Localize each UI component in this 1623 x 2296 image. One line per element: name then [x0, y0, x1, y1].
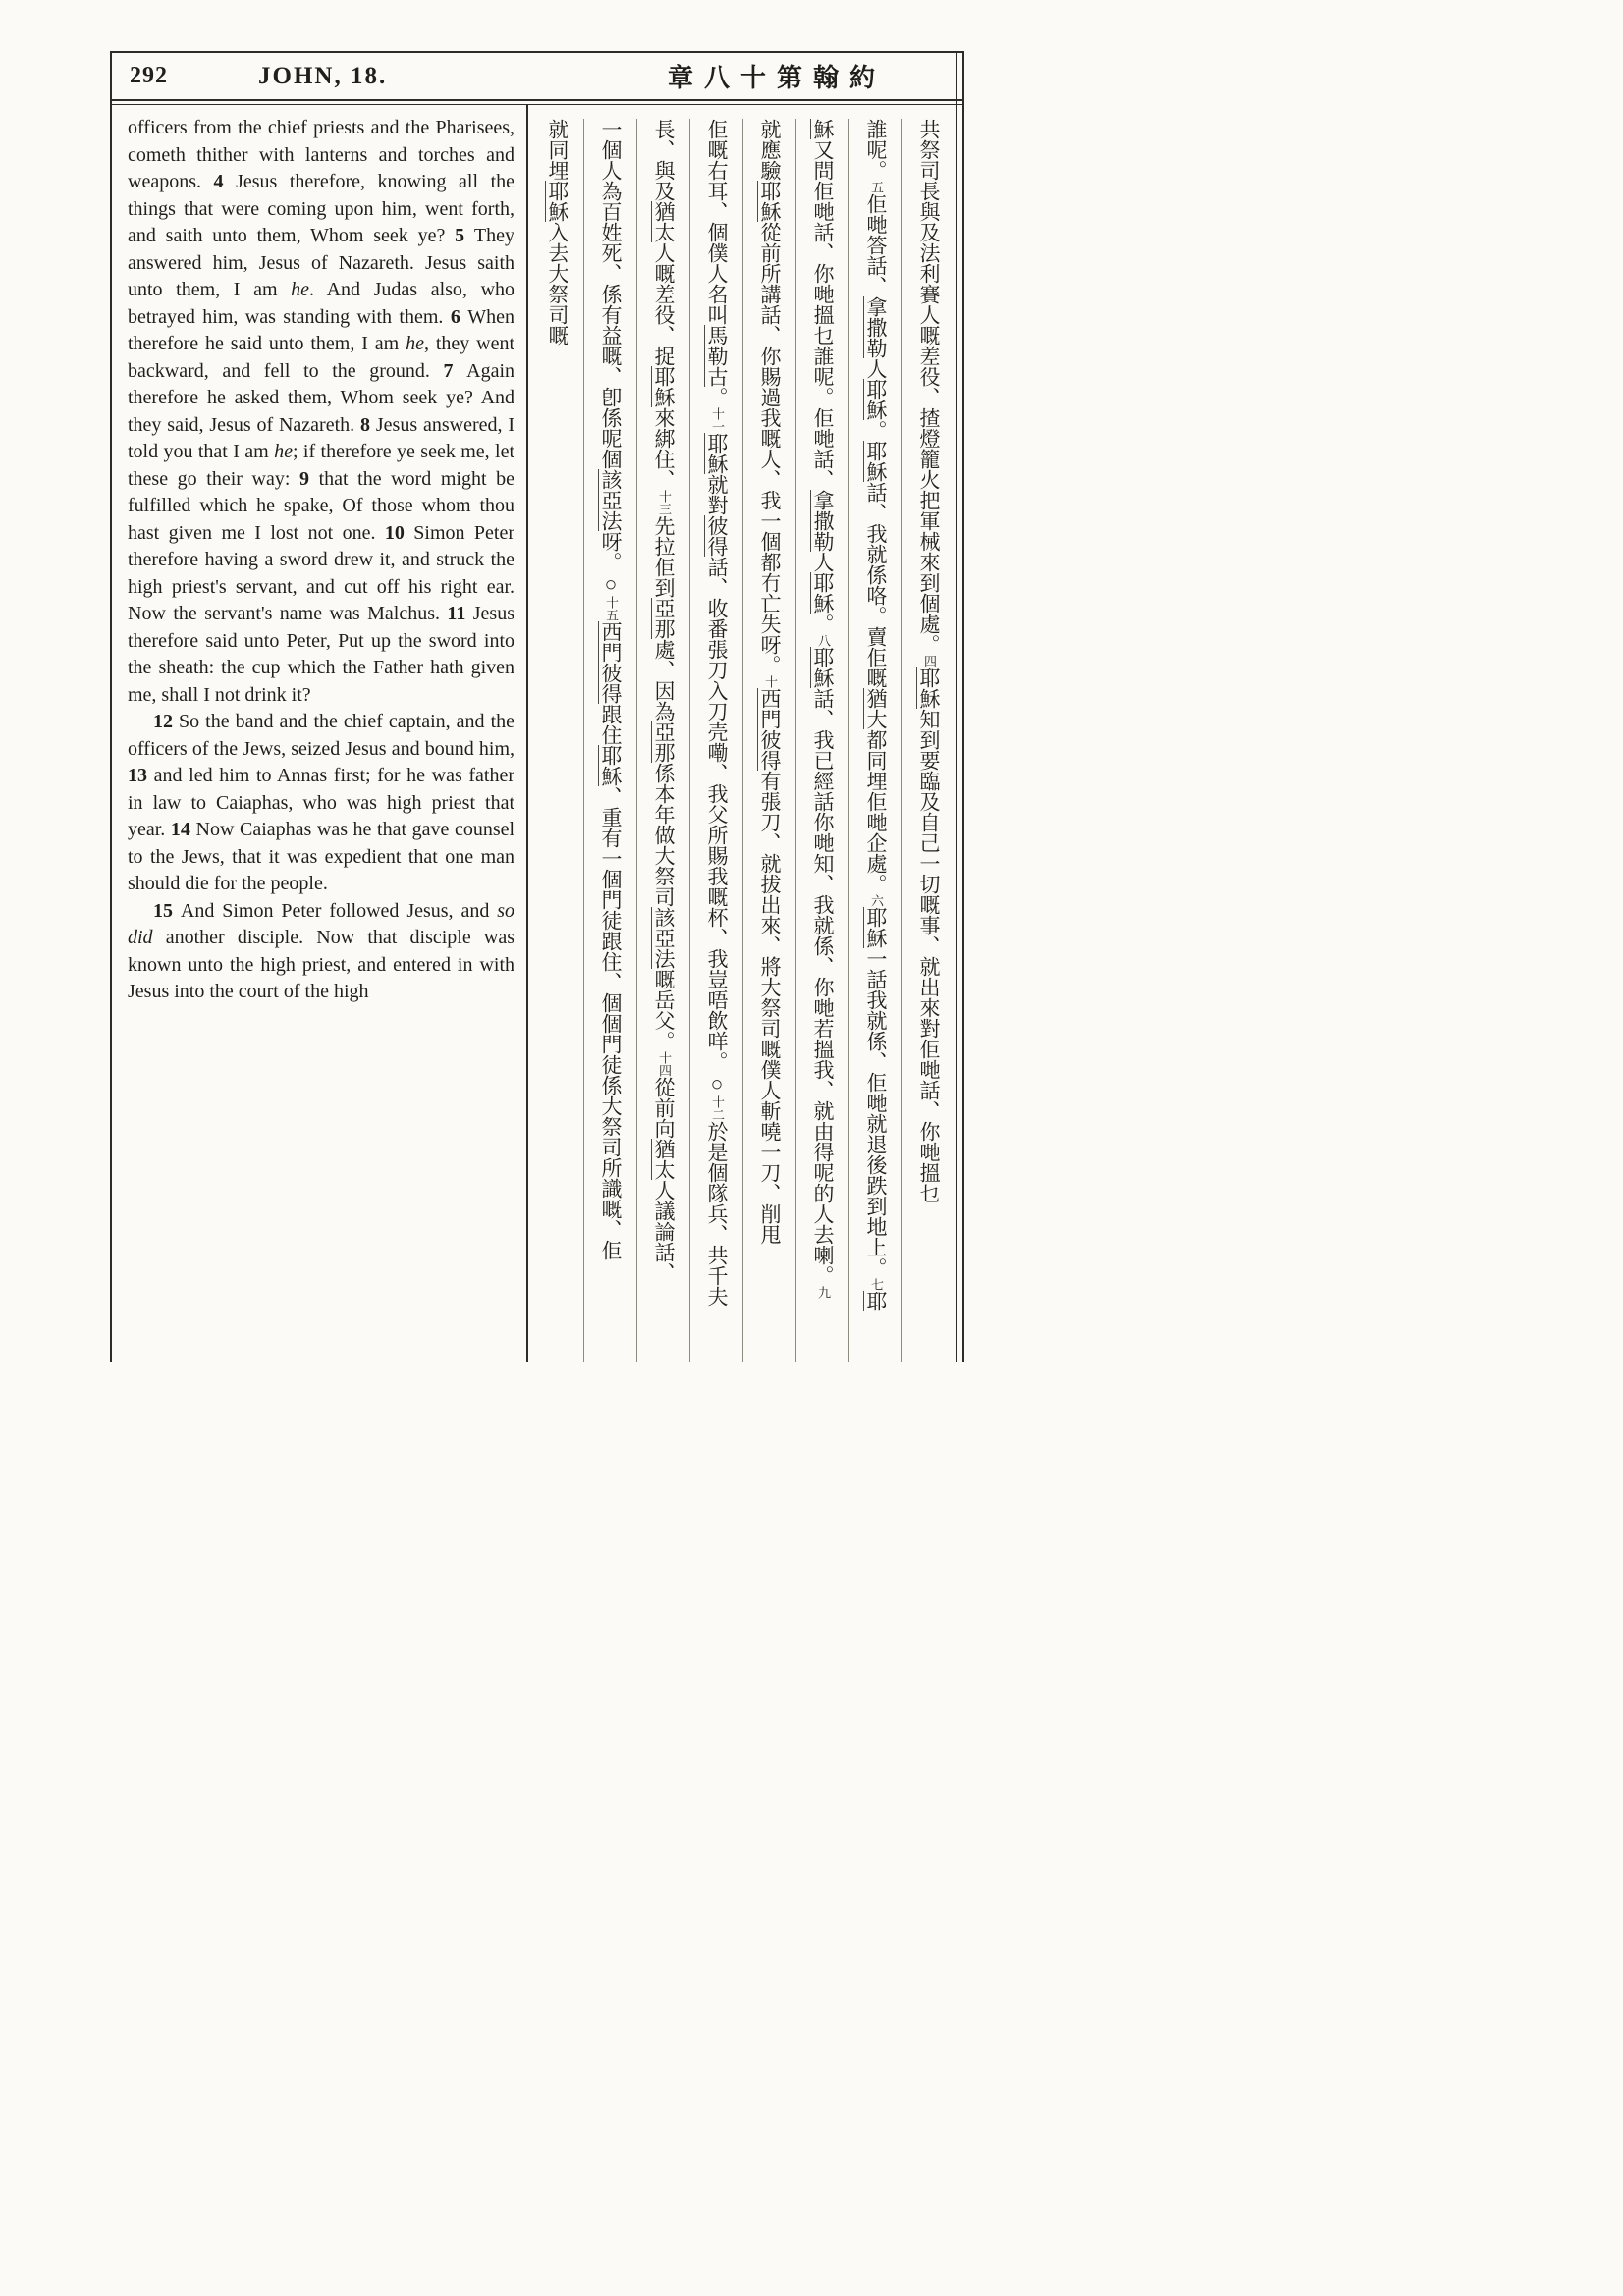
proper-name: 西門彼得: [599, 621, 622, 704]
proper-name: 耶: [864, 1291, 888, 1311]
text-run: and led him to Annas first; for he was father in law to Caiaphas, who was high priest that year.: [128, 765, 515, 840]
chinese-verse-number: 五: [869, 181, 884, 193]
proper-name: 猶太: [652, 201, 676, 242]
verse-number: 11: [447, 603, 473, 624]
text-run: 長、與及: [652, 119, 676, 201]
page-number: 292: [130, 63, 168, 88]
text-run: 處、因為: [652, 639, 676, 721]
text-run: 佢嘅右耳、個僕人名叫: [705, 119, 729, 325]
proper-name: 該亞法: [652, 907, 676, 969]
text-run: 佢哋答話、: [864, 193, 888, 296]
proper-name: 耶穌: [705, 433, 729, 474]
text-run: 。: [864, 420, 888, 441]
chinese-column: [636, 119, 689, 1362]
page-header: [112, 53, 956, 99]
verse-number: 9: [298, 467, 319, 490]
text-run: 人: [811, 552, 835, 572]
text-run: Jesus therefore, knowing all the things that were coming upon him, went forth, and saith unto them, Whom seek ye?: [128, 171, 515, 246]
text-run: And Simon Peter followed Jesus, and: [180, 899, 498, 922]
page-body: [112, 105, 956, 1362]
chinese-column: [583, 119, 636, 1362]
text-run: 呀。○: [599, 531, 622, 596]
proper-name: 拿撒勒: [811, 490, 835, 552]
proper-name: 耶穌: [864, 907, 888, 948]
chinese-verse-number: 七: [869, 1278, 884, 1291]
text-run: . And Judas also, who betrayed him, was standing with them.: [128, 279, 515, 328]
text-run: 先拉佢到: [652, 515, 676, 598]
paragraph: [128, 115, 514, 709]
text-run: 於是個隊兵、共千夫: [705, 1121, 729, 1307]
chinese-verse-number: 十三: [657, 490, 672, 515]
proper-name: 該亞法: [599, 469, 622, 531]
verse-number: 5: [455, 225, 474, 246]
proper-name: 拿撒勒: [864, 296, 888, 358]
verse-number: 6: [450, 305, 468, 328]
chinese-verse-number: 九: [816, 1286, 831, 1299]
text-run: 來綁住、: [652, 407, 676, 490]
verse-number: 15: [153, 899, 181, 922]
text-run: 話、收番張刀入刀壳嘞、我父所賜我嘅杯、我豈唔飲咩。○: [705, 557, 729, 1095]
text-run: 。: [811, 614, 835, 634]
proper-name: 耶穌: [758, 181, 782, 222]
verse-number: 10: [384, 521, 414, 544]
running-head-chinese: 章八十第翰約: [667, 64, 886, 92]
chinese-text: [528, 105, 956, 1362]
text-run: that the word might be fulfilled which he spake, Of those whom thou hast given me I lost not one.: [128, 467, 515, 544]
text-run: 一話我就係、佢哋就退後跌到地上。: [864, 948, 888, 1278]
proper-name: 耶穌: [864, 379, 888, 420]
proper-name: 彼得: [705, 515, 729, 557]
proper-name: 耶穌: [811, 647, 835, 688]
chinese-verse-number: 十五: [604, 596, 619, 621]
chinese-verse-number: 六: [869, 894, 884, 907]
text-run: 係本年做大祭司: [652, 763, 676, 907]
chinese-column: [530, 119, 583, 1362]
proper-name: 穌: [811, 119, 835, 139]
text-run: 、重有一個門徒跟住、個個門徒係大祭司所識嘅、佢: [599, 786, 622, 1260]
text-run: 話、我已經話你哋知、我就係、你哋若搵我、就由得呢的人去喇。: [811, 688, 835, 1286]
text-run: 一個人為百姓死、係有益嘅、卽係呢個: [599, 119, 622, 469]
emphasized-text: he: [406, 333, 424, 354]
text-run: 有張刀、就拔出來、將大祭司嘅僕人斬嘵一刀、削甩: [758, 771, 782, 1245]
text-run: 人嘅差役、捉: [652, 242, 676, 366]
text-run: 嘅岳父。: [652, 969, 676, 1051]
text-run: another disciple. Now that disciple was known unto the high priest, and entered in with Jesus into the court of the high: [128, 927, 515, 1002]
paragraph: [128, 709, 514, 898]
proper-name: 耶穌: [864, 441, 888, 482]
text-run: When therefore he said unto them, I am: [128, 305, 515, 354]
proper-name: 耶穌: [546, 181, 569, 222]
proper-name: 耶穌: [652, 366, 676, 407]
english-text: [112, 105, 526, 1362]
text-run: They answered him, Jesus of Nazareth. Jesus saith unto them, I am: [128, 225, 515, 300]
text-run: 都同埋佢哋企處。: [864, 729, 888, 894]
chinese-column: [742, 119, 795, 1362]
emphasized-text: he: [291, 279, 310, 300]
text-run: 就對: [705, 474, 729, 515]
proper-name: 耶穌: [917, 667, 941, 709]
text-run: 人: [864, 358, 888, 379]
text-run: , they went backward, and fell to the ground.: [128, 333, 515, 382]
paragraph: [128, 898, 514, 1006]
proper-name: 耶穌: [811, 572, 835, 614]
text-run: 從前向: [652, 1077, 676, 1139]
chinese-verse-number: 八: [816, 634, 831, 647]
chinese-verse-number: 十: [763, 675, 778, 688]
chinese-verse-number: 十四: [657, 1051, 672, 1077]
text-run: 共祭司長與及法利賽人嘅差役、揸燈籠火把軍械來到個處。: [917, 119, 941, 655]
text-run: 話、我就係咯。賣佢嘅: [864, 482, 888, 688]
proper-name: 猶大: [864, 688, 888, 729]
verse-number: 4: [213, 171, 237, 192]
emphasized-text: so did: [128, 899, 515, 948]
verse-number: 8: [360, 413, 376, 436]
running-head-english: JOHN, 18.: [258, 62, 388, 89]
text-run: 。: [705, 387, 729, 407]
text-run: 知到要臨及自己一切嘅事、就出來對佢哋話、你哋搵乜: [917, 709, 941, 1203]
text-run: Jesus answered, I told you that I am: [128, 413, 515, 462]
text-run: Now Caiaphas was he that gave counsel to the Jews, that it was expedient that one man should die for the people.: [128, 819, 515, 894]
text-run: officers from the chief priests and the Pharisees, cometh thither with lanterns and torches and weapons.: [128, 117, 515, 192]
text-run: 就同埋: [546, 119, 569, 181]
text-run: Simon Peter therefore having a sword drew it, and struck the high priest's servant, and cut off his right ear. Now the servant's name was Malchus.: [128, 521, 515, 624]
chinese-column: [901, 119, 954, 1362]
text-run: 人議論話、: [652, 1180, 676, 1283]
text-run: ; if therefore ye seek me, let these go their way:: [128, 441, 515, 490]
chinese-column: [795, 119, 848, 1362]
proper-name: 馬勒古: [705, 325, 729, 387]
text-run: Again therefore he asked them, Whom seek ye? And they said, Jesus of Nazareth.: [128, 359, 515, 436]
text-run: 入去大祭司嘅: [546, 222, 569, 346]
text-run: 就應驗: [758, 119, 782, 181]
emphasized-text: he: [274, 441, 293, 462]
proper-name: 亞那: [652, 721, 676, 763]
verse-number: 12: [153, 711, 180, 732]
text-run: 又問佢哋話、你哋搵乜誰呢。佢哋話、: [811, 139, 835, 490]
text-run: 從前所講話、你賜過我嘅人、我一個都冇亡失呀。: [758, 222, 782, 675]
chinese-verse-number: 四: [922, 655, 937, 667]
printed-page-area: [110, 51, 964, 1362]
verse-number: 13: [128, 765, 154, 786]
text-run: So the band and the chief captain, and the officers of the Jews, seized Jesus and bound him,: [128, 711, 515, 760]
proper-name: 猶太: [652, 1139, 676, 1180]
chinese-column: [689, 119, 742, 1362]
proper-name: 耶穌: [599, 745, 622, 786]
proper-name: 西門彼得: [758, 688, 782, 771]
text-run: 跟住: [599, 704, 622, 745]
chinese-column: [848, 119, 901, 1362]
verse-number: 7: [443, 359, 467, 382]
chinese-verse-number: 十一: [710, 407, 725, 433]
verse-number: 14: [170, 819, 196, 840]
text-run: 誰呢。: [864, 119, 888, 181]
chinese-verse-number: 十二: [710, 1095, 725, 1121]
proper-name: 亞那: [652, 598, 676, 639]
text-run: Jesus therefore said unto Peter, Put up the sword into the sheath: the cup which the Father hath given me, shall I not drink it?: [128, 603, 515, 706]
right-double-rule: [956, 51, 964, 1362]
